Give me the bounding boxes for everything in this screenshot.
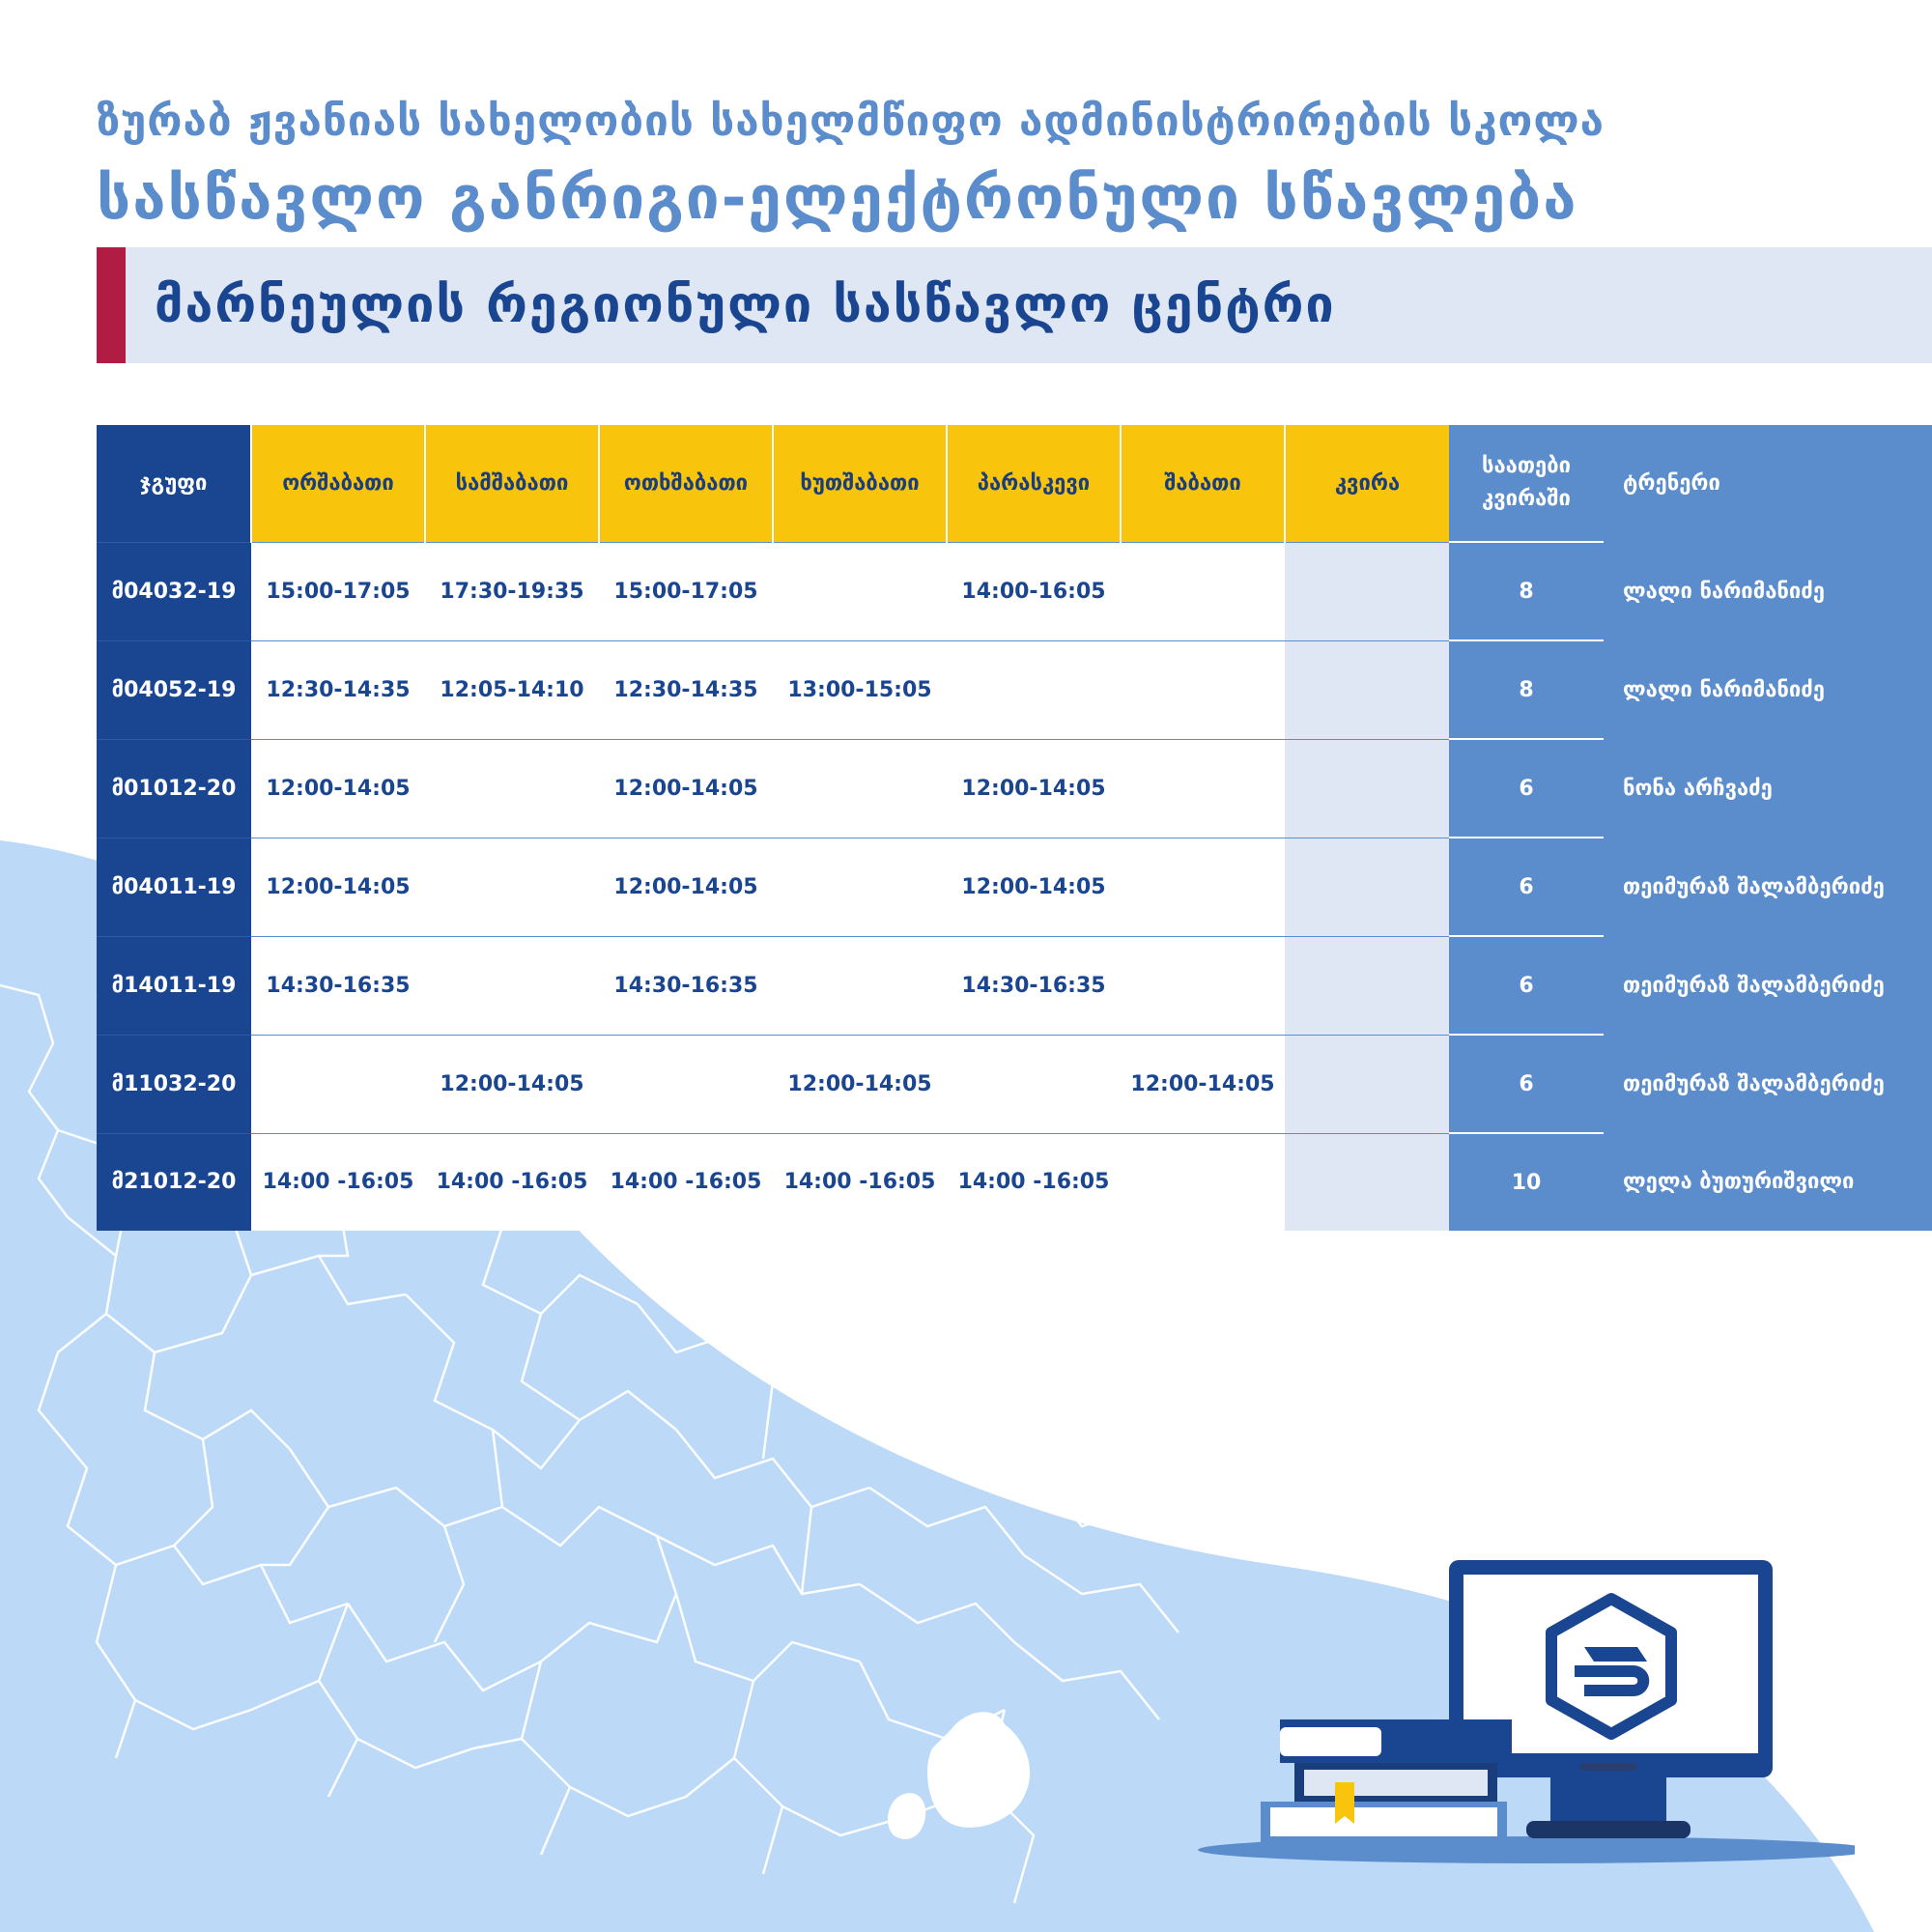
weekly-hours: 6 [1449, 838, 1604, 936]
header-group: ჯგუფი [97, 425, 251, 542]
time-tuesday: 12:05-14:10 [425, 640, 599, 739]
time-monday: 15:00-17:05 [251, 542, 425, 640]
trainer-name: ლალი ნარიმანიძე [1604, 542, 1932, 640]
time-saturday [1121, 838, 1285, 936]
trainer-name: ლელა ბუთურიშვილი [1604, 1133, 1932, 1231]
time-saturday [1121, 739, 1285, 838]
header-tuesday: სამშაბათი [425, 425, 599, 542]
book-stack-icon [1261, 1719, 1512, 1842]
time-friday: 12:00-14:05 [947, 739, 1121, 838]
time-saturday [1121, 936, 1285, 1035]
time-thursday [773, 542, 947, 640]
banner-accent-bar [97, 247, 126, 363]
time-sunday [1285, 739, 1449, 838]
weekly-hours: 8 [1449, 640, 1604, 739]
time-wednesday: 15:00-17:05 [599, 542, 773, 640]
time-monday: 12:00-14:05 [251, 739, 425, 838]
time-friday: 14:30-16:35 [947, 936, 1121, 1035]
time-sunday [1285, 838, 1449, 936]
time-tuesday: 12:00-14:05 [425, 1035, 599, 1133]
schedule-subtitle: სასწავლო განრიგი-ელექტრონული სწავლება [97, 162, 1578, 233]
group-code: მ04011-19 [97, 838, 251, 936]
time-friday [947, 640, 1121, 739]
time-sunday [1285, 1133, 1449, 1231]
trainer-name: თეიმურაზ შალამბერიძე [1604, 838, 1932, 936]
table-row [97, 542, 1932, 640]
time-sunday [1285, 542, 1449, 640]
header-wednesday: ოთხშაბათი [599, 425, 773, 542]
time-friday: 12:00-14:05 [947, 838, 1121, 936]
group-code: მ01012-20 [97, 739, 251, 838]
header-friday: პარასკევი [947, 425, 1121, 542]
trainer-name: ლალი ნარიმანიძე [1604, 640, 1932, 739]
school-name: ზურაბ ჟვანიას სახელობის სახელმწიფო ადმინისტრირების სკოლა [97, 97, 1605, 146]
header-saturday: შაბათი [1121, 425, 1285, 542]
table-header-row [97, 425, 1932, 542]
header-thursday: ხუთშაბათი [773, 425, 947, 542]
weekly-hours: 6 [1449, 936, 1604, 1035]
time-monday: 12:00-14:05 [251, 838, 425, 936]
time-thursday: 12:00-14:05 [773, 1035, 947, 1133]
time-friday: 14:00 -16:05 [947, 1133, 1121, 1231]
time-thursday [773, 739, 947, 838]
time-monday: 12:30-14:35 [251, 640, 425, 739]
time-wednesday: 12:30-14:35 [599, 640, 773, 739]
time-wednesday: 12:00-14:05 [599, 739, 773, 838]
header-trainer: ტრენერი [1604, 425, 1932, 542]
time-tuesday: 14:00 -16:05 [425, 1133, 599, 1231]
time-thursday: 13:00-15:05 [773, 640, 947, 739]
time-saturday [1121, 1133, 1285, 1231]
time-tuesday [425, 936, 599, 1035]
header-sunday: კვირა [1285, 425, 1449, 542]
weekly-hours: 6 [1449, 739, 1604, 838]
table-row [97, 739, 1932, 838]
time-sunday [1285, 640, 1449, 739]
table-row [97, 838, 1932, 936]
header-monday: ორშაბათი [251, 425, 425, 542]
time-monday: 14:30-16:35 [251, 936, 425, 1035]
weekly-hours: 10 [1449, 1133, 1604, 1231]
trainer-name: თეიმურაზ შალამბერიძე [1604, 1035, 1932, 1133]
trainer-name: თეიმურაზ შალამბერიძე [1604, 936, 1932, 1035]
time-wednesday: 12:00-14:05 [599, 838, 773, 936]
time-monday [251, 1035, 425, 1133]
time-thursday [773, 838, 947, 936]
time-friday [947, 1035, 1121, 1133]
time-saturday [1121, 542, 1285, 640]
group-code: მ11032-20 [97, 1035, 251, 1133]
time-wednesday: 14:30-16:35 [599, 936, 773, 1035]
table-row [97, 1133, 1932, 1231]
time-sunday [1285, 936, 1449, 1035]
group-code: მ14011-19 [97, 936, 251, 1035]
time-wednesday [599, 1035, 773, 1133]
header-hours-line2: კვირაში [1482, 487, 1571, 511]
time-saturday: 12:00-14:05 [1121, 1035, 1285, 1133]
time-thursday [773, 936, 947, 1035]
group-code: მ04032-19 [97, 542, 251, 640]
group-code: მ21012-20 [97, 1133, 251, 1231]
header-hours [1449, 425, 1604, 542]
header-hours-line1: საათები [1481, 454, 1572, 478]
time-thursday: 14:00 -16:05 [773, 1133, 947, 1231]
center-name: მარნეულის რეგიონული სასწავლო ცენტრი [155, 276, 1336, 334]
weekly-hours: 6 [1449, 1035, 1604, 1133]
time-tuesday: 17:30-19:35 [425, 542, 599, 640]
time-tuesday [425, 838, 599, 936]
group-code: მ04052-19 [97, 640, 251, 739]
time-friday: 14:00-16:05 [947, 542, 1121, 640]
computer-books-illustration [1159, 1546, 1855, 1874]
time-wednesday: 14:00 -16:05 [599, 1133, 773, 1231]
schedule-table [97, 425, 1932, 1231]
table-row [97, 1035, 1932, 1133]
table-row [97, 640, 1932, 739]
time-tuesday [425, 739, 599, 838]
table-row [97, 936, 1932, 1035]
time-saturday [1121, 640, 1285, 739]
trainer-name: ნონა არჩვაძე [1604, 739, 1932, 838]
time-monday: 14:00 -16:05 [251, 1133, 425, 1231]
weekly-hours: 8 [1449, 542, 1604, 640]
center-banner [97, 247, 1932, 363]
time-sunday [1285, 1035, 1449, 1133]
